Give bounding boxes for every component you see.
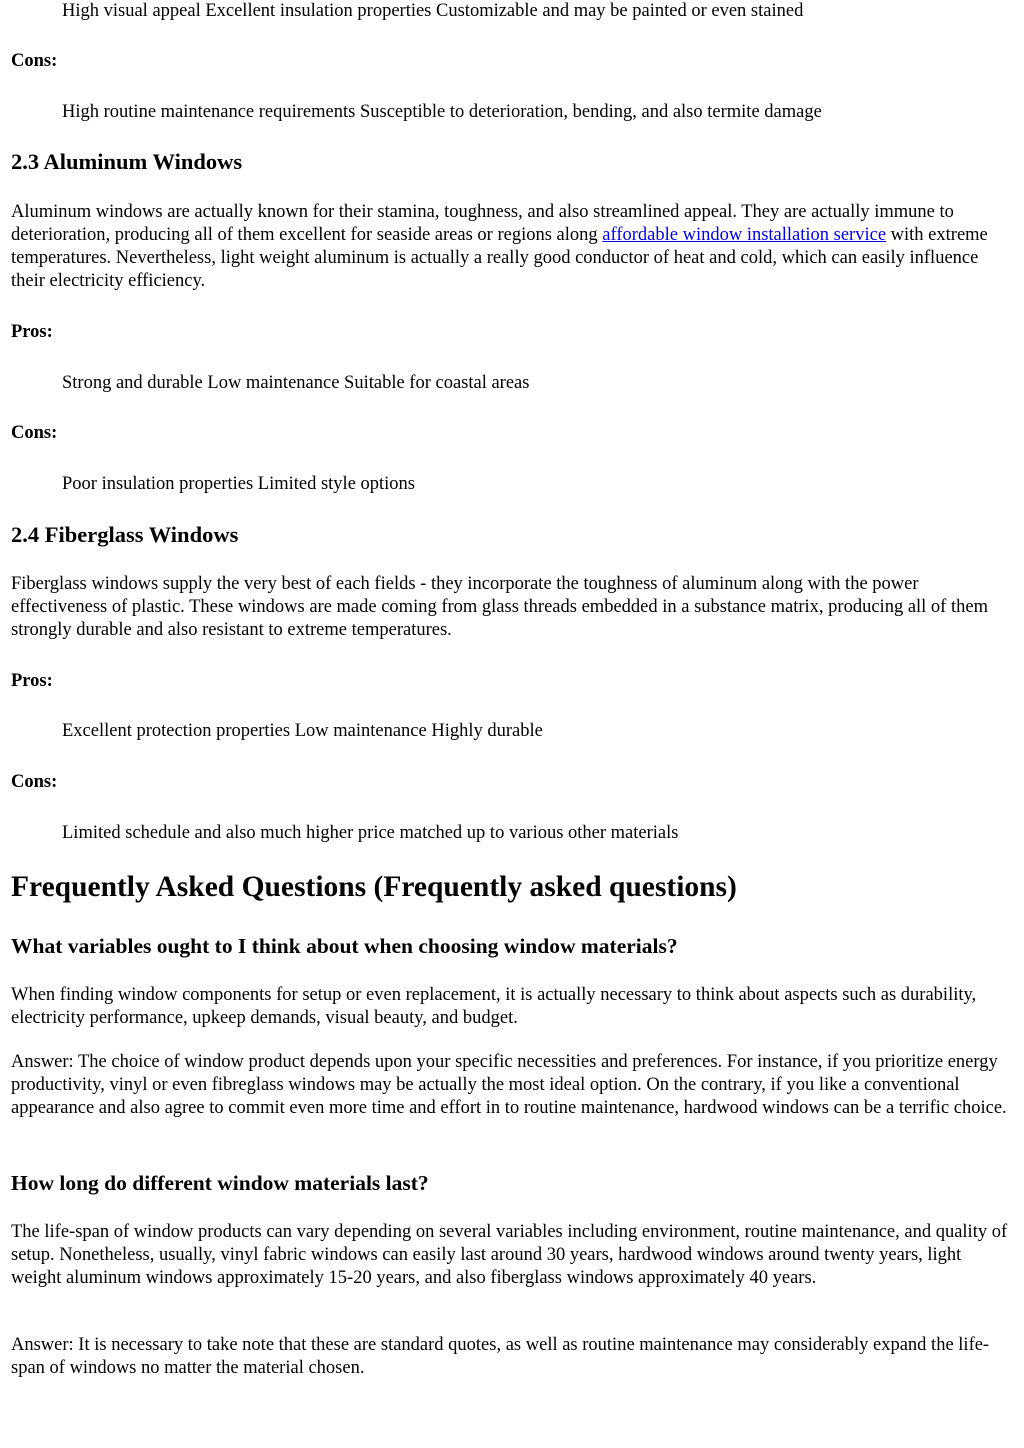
aluminum-pros-items: Strong and durable Low maintenance Suitable for coastal areas <box>62 373 530 393</box>
faq-heading: Frequently Asked Questions (Frequently asked questions) <box>11 871 737 903</box>
aluminum-cons-label: Cons: <box>11 423 58 443</box>
aluminum-paragraph-text-2: with extreme temperatures. Nevertheless, light weight aluminum is actually a really good conductor of heat and cold, which can easily influence their electricity efficiency. <box>11 225 988 291</box>
faq-q1-paragraph: When finding window components for setup or even replacement, it is actually necessary to think about aspects such as durability, electricity performance, upkeep demands, visual beauty, and budget. <box>11 985 977 1028</box>
aluminum-heading: 2.3 Aluminum Windows <box>11 149 243 174</box>
fiberglass-cons-items: Limited schedule and also much higher price matched up to various other materials <box>62 823 679 843</box>
fiberglass-cons-label: Cons: <box>11 772 58 792</box>
wood-cons-label: Cons: <box>11 51 58 71</box>
faq-q1-answer: Answer: The choice of window product depends upon your specific necessities and preferences. For instance, if you prioritize energy productivity, vinyl or even fibreglass windows may be actually the most ideal option. On the contrary, if you like a conventional appearance and also agree to commit even more time and effort in to routine maintenance, hardwood windows can be a terrific choice. <box>11 1052 1007 1118</box>
wood-cons-items: High routine maintenance requirements Susceptible to deterioration, bending, and also termite damage <box>62 102 822 122</box>
faq-q2-question: How long do different window materials last? <box>11 1171 429 1195</box>
affordable-window-installation-link[interactable]: affordable window installation service <box>602 225 887 245</box>
faq-q1-question: What variables ought to I think about when choosing window materials? <box>11 934 678 958</box>
aluminum-paragraph-text-1: Aluminum windows are actually known for their stamina, toughness, and also streamlined appeal. They are actually immune to deterioration, producing all of them excellent for seaside areas or regions along <box>11 202 954 245</box>
aluminum-cons-items: Poor insulation properties Limited style options <box>62 474 416 494</box>
faq-q2-paragraph: The life-span of window products can vary depending on several variables including environment, routine maintenance, and quality of setup. Nonetheless, usually, vinyl fabric windows can easily last around 30 years, hardwood windows around twenty years, light weight aluminum windows approximately 15-20 years, and also fiberglass windows approximately 40 years. <box>11 1222 1008 1288</box>
fiberglass-pros-label: Pros: <box>11 671 53 691</box>
fiberglass-paragraph: Fiberglass windows supply the very best of each fields - they incorporate the toughness of aluminum along with the power effectiveness of plastic. These windows are made coming from glass threads embedded in a substance matrix, producing all of them strongly durable and also resistant to extreme temperatures. <box>11 574 988 640</box>
faq-q2-answer: Answer: It is necessary to take note that these are standard quotes, as well as routine maintenance may considerably expand the life-span of windows no matter the material chosen. <box>11 1335 990 1378</box>
aluminum-paragraph <box>11 201 1011 293</box>
fiberglass-pros-items: Excellent protection properties Low maintenance Highly durable <box>62 721 543 741</box>
aluminum-pros-label: Pros: <box>11 322 53 342</box>
fiberglass-heading: 2.4 Fiberglass Windows <box>11 522 239 547</box>
wood-pros-items: High visual appeal Excellent insulation properties Customizable and may be painted or even stained <box>62 1 804 21</box>
